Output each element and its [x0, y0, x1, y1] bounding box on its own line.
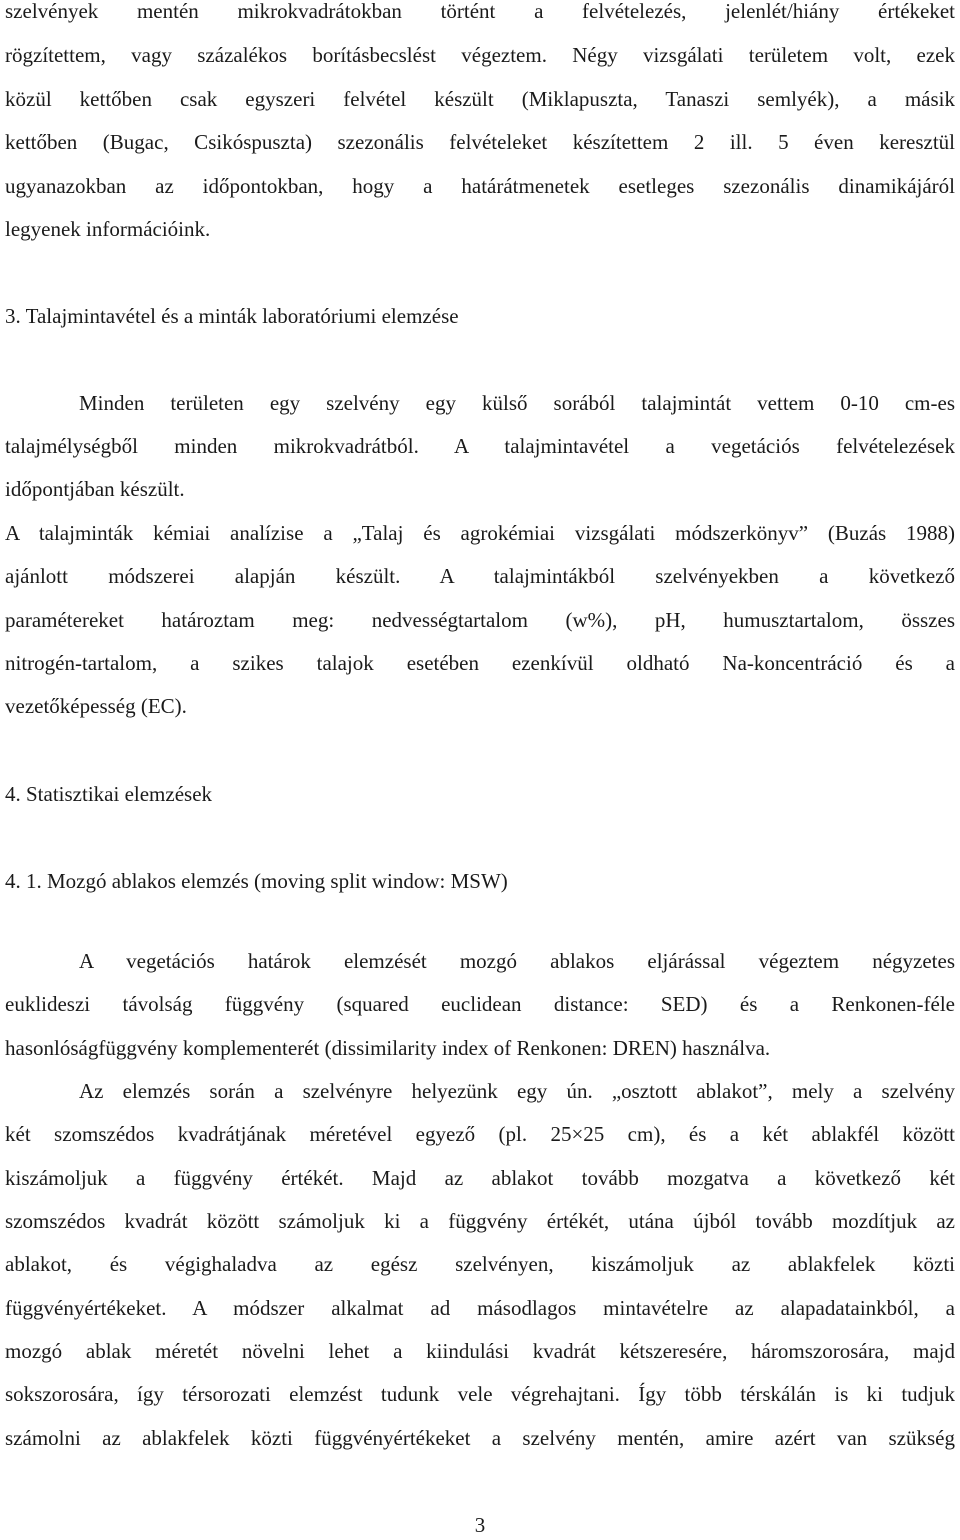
text-line: legyenek információink. [5, 217, 211, 241]
text-line: kettőben (Bugac, Csikóspuszta) szezonális felvételeket készítettem 2 ill. 5 éven keresztül [5, 130, 955, 154]
section-heading-4: 4. Statisztikai elemzések [5, 782, 213, 806]
text-line: kiszámoljuk a függvény értékét. Majd az ablakot tovább mozgatva a következő két [5, 1166, 955, 1190]
text-line: hasonlóságfüggvény komplementerét (dissimilarity index of Renkonen: DREN) használva. [5, 1036, 771, 1060]
text-line: vezetőképesség (EC). [5, 694, 187, 718]
text-line: Az elemzés során a szelvényre helyezünk egy ún. „osztott ablakot”, mely a szelvény [79, 1079, 955, 1103]
text-line: szomszédos kvadrát között számoljuk ki a függvény értékét, utána újból tovább mozdítjuk az [5, 1209, 955, 1233]
text-line: mozgó ablak méretét növelni lehet a kiindulási kvadrát kétszeresére, háromszorosára, majd [5, 1339, 955, 1363]
text-line: közül kettőben csak egyszeri felvétel készült (Miklapuszta, Tanaszi semlyék), a másik [5, 87, 955, 111]
text-line: paramétereket határoztam meg: nedvességtartalom (w%), pH, humusztartalom, összes [5, 608, 955, 632]
page-number: 3 [474, 1513, 486, 1537]
text-line: A talajminták kémiai analízise a „Talaj és agrokémiai vizsgálati módszerkönyv” (Buzás 1988) [5, 521, 955, 545]
text-line: rögzítettem, vagy százalékos borításbecslést végeztem. Négy vizsgálati területem volt, ezek [5, 43, 955, 67]
text-line: A vegetációs határok elemzését mozgó ablakos eljárással végeztem négyzetes [79, 949, 955, 973]
text-line: sokszorosára, így térsorozati elemzést tudunk vele végrehajtani. Így több térskálán is ki tudjuk [5, 1382, 955, 1406]
text-line: két szomszédos kvadrátjának méretével egyező (pl. 25×25 cm), és a két ablakfél között [5, 1122, 955, 1146]
text-line: függvényértékeket. A módszer alkalmat ad másodlagos mintavételre az alapadatainkból, a [5, 1296, 955, 1320]
text-line: ajánlott módszerei alapján készült. A talajmintákból szelvényekben a következő [5, 564, 955, 588]
text-line: szelvények mentén mikrokvadrátokban történt a felvételezés, jelenlét/hiány értékeket [5, 0, 955, 23]
text-line: talajmélységből minden mikrokvadrátból. A talajmintavétel a vegetációs felvételezések [5, 434, 955, 458]
text-line: nitrogén-tartalom, a szikes talajok esetében ezenkívül oldható Na-koncentráció és a [5, 651, 955, 675]
section-heading-3: 3. Talajmintavétel és a minták laboratóriumi elemzése [5, 304, 459, 328]
text-line: ugyanazokban az időpontokban, hogy a határátmenetek esetleges szezonális dinamikájáról [5, 174, 955, 198]
text-line: számolni az ablakfelek közti függvényértékeket a szelvény mentén, amire azért van szükség [5, 1426, 955, 1450]
text-line: időpontjában készült. [5, 477, 185, 501]
text-line: Minden területen egy szelvény egy külső sorából talajmintát vettem 0-10 cm-es [79, 391, 955, 415]
text-line: ablakot, és végighaladva az egész szelvényen, kiszámoljuk az ablakfelek közti [5, 1252, 955, 1276]
subsection-heading-4-1: 4. 1. Mozgó ablakos elemzés (moving split window: MSW) [5, 869, 508, 893]
text-line: euklideszi távolság függvény (squared euclidean distance: SED) és a Renkonen-féle [5, 992, 955, 1016]
